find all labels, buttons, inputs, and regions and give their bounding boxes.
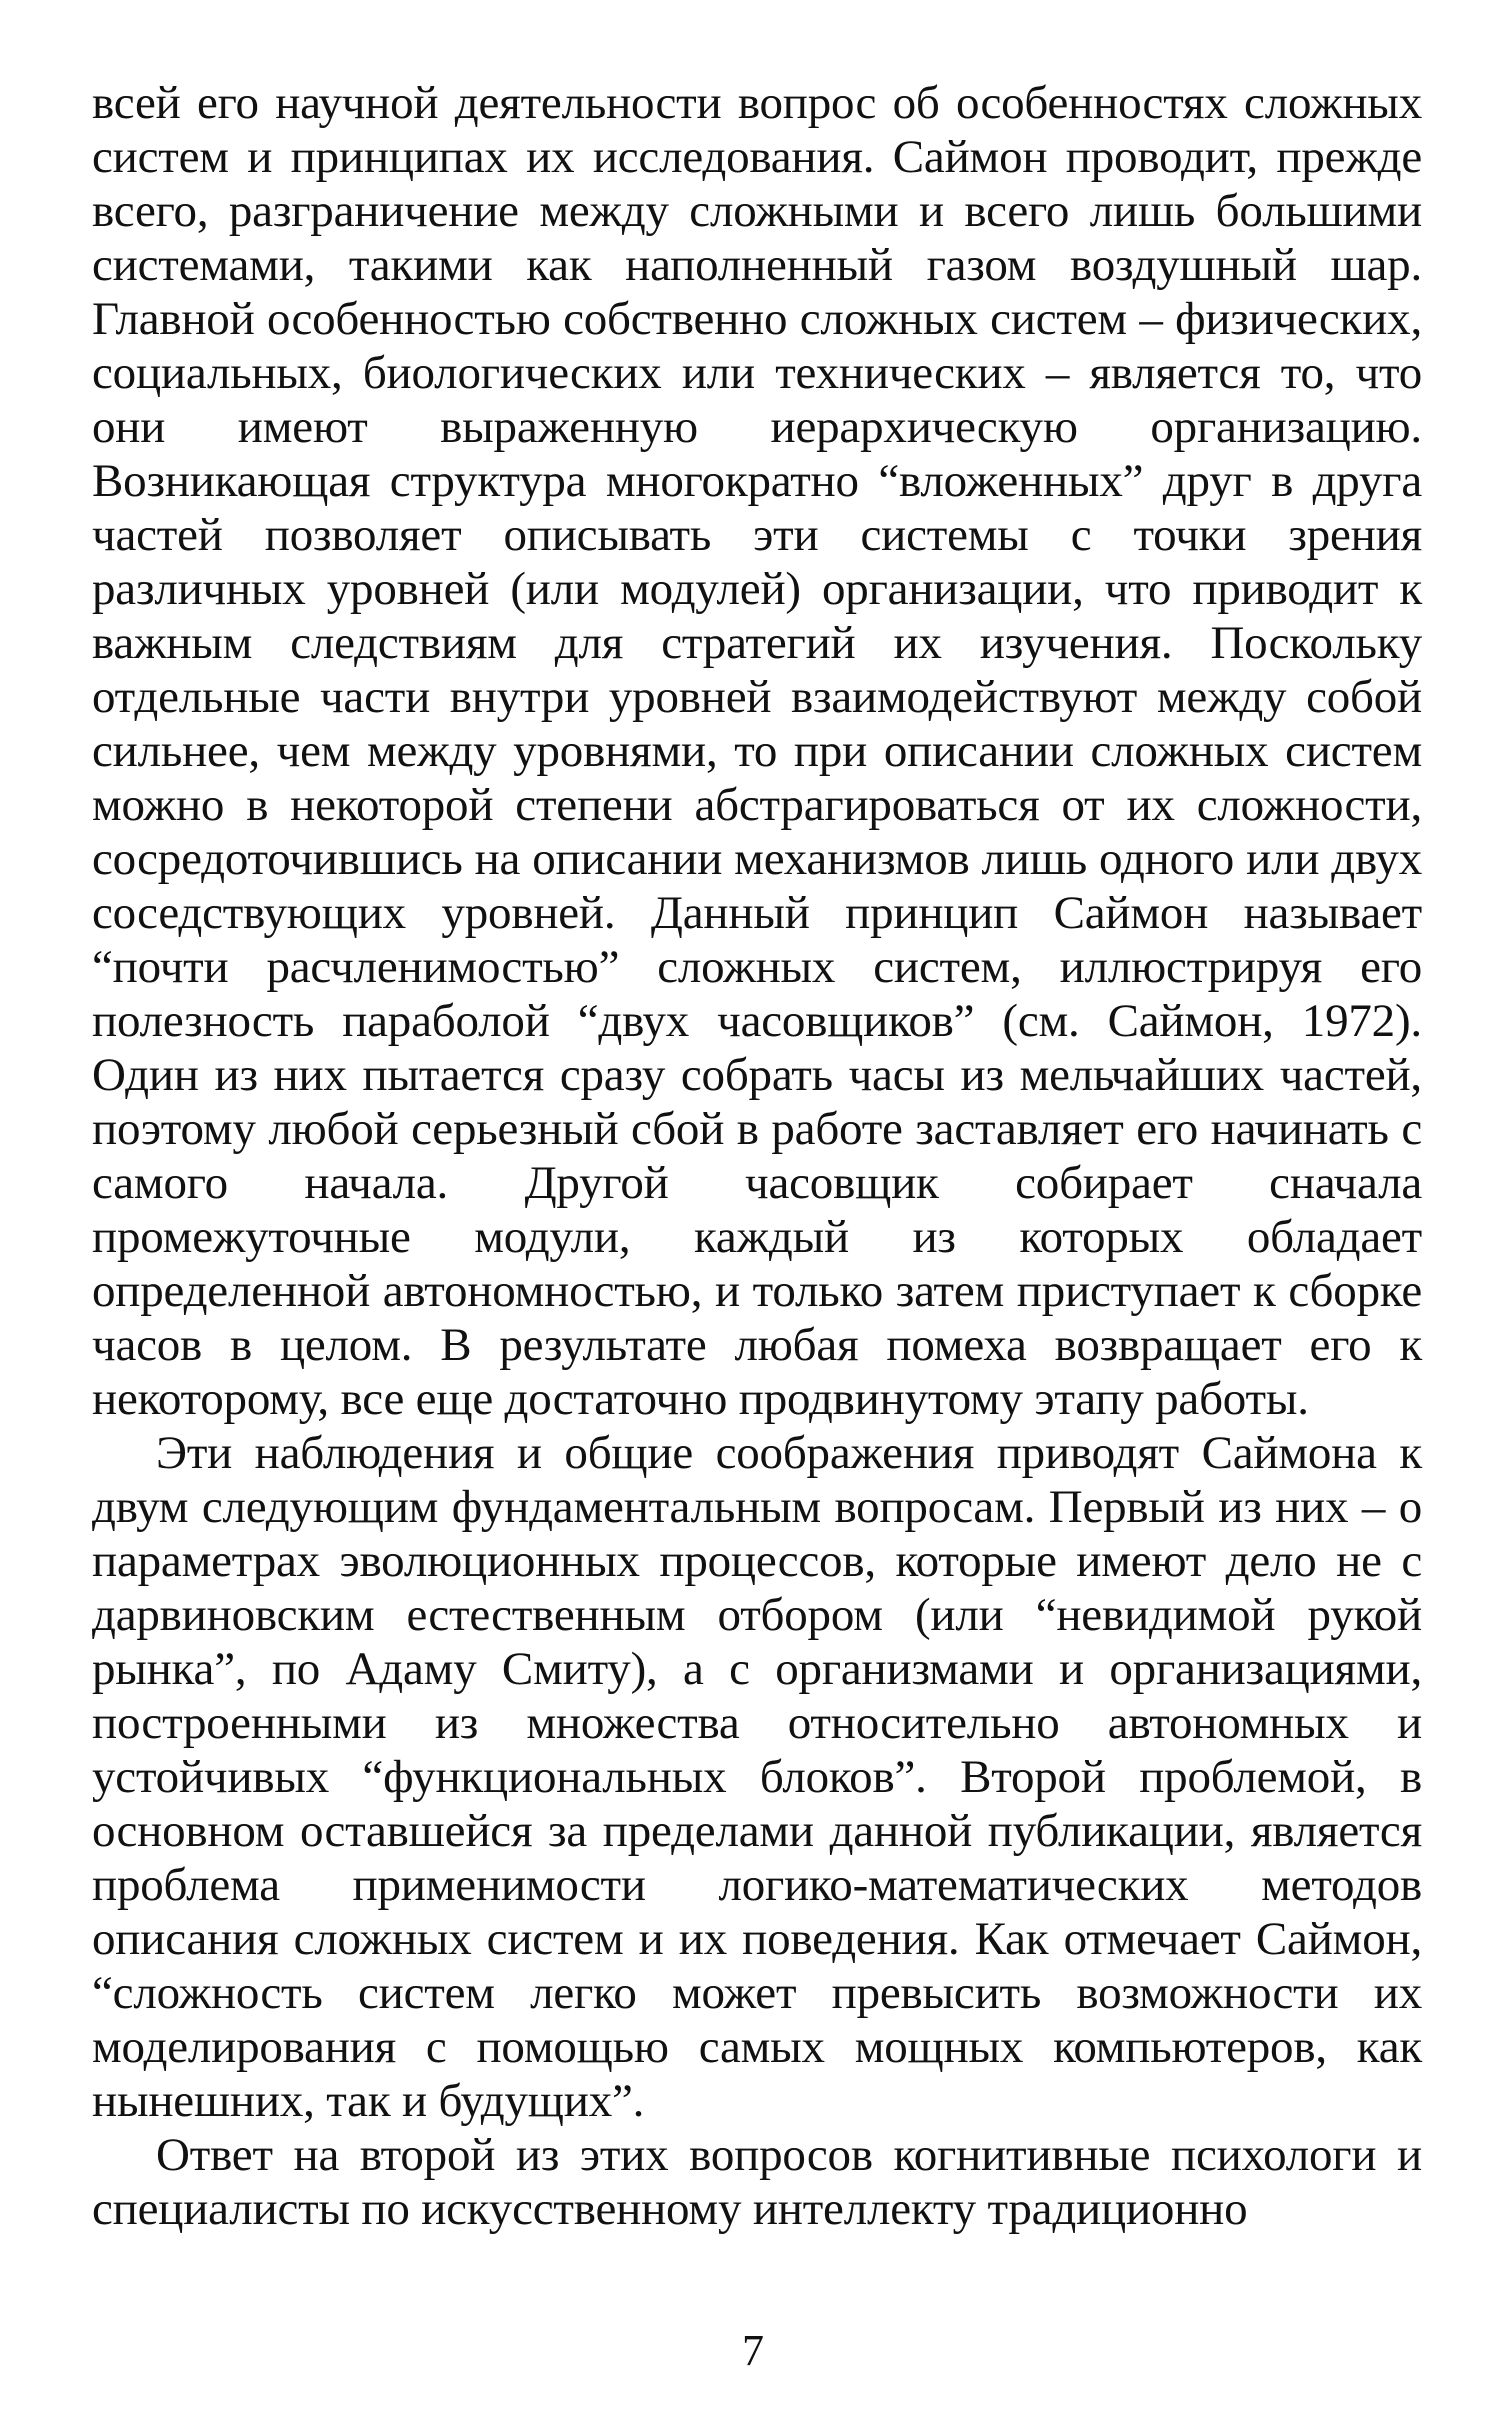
paragraph-1: всей его научной деятельности вопрос об особенностях сложных систем и принципах их исследования. Саймон проводит, прежде всего, разграничение между сложными и всего лишь большими системами, такими как наполненный газом воздушный шар. Главной особенностью собственно сложных систем – физических, социальных, биологических или технических – является то, что они имеют выраженную иерархическую организацию. Возникающая структура многократно “вложенных” друг в друга частей позволяет описывать эти системы с точки зрения различных уровней (или модулей) организации, что приводит к важным следствиям для стратегий их изучения. Поскольку отдельные части внутри уровней взаимодействуют между собой сильнее, чем между уровнями, то при описании сложных систем можно в некоторой степени абстрагироваться от их сложности, сосредоточившись на описании механизмов лишь одного или двух соседствующих уровней. Данный принцип Саймон называет “почти расчленимостью” сложных систем, иллюстрируя его полезность параболой “двух часовщиков” (см. Саймон, 1972). Один из них пытается сразу собрать часы из мельчайших частей, поэтому любой серьезный сбой в работе заставляет его начинать с самого начала. Другой часовщик собирает сначала промежуточные модули, каждый из которых обладает определенной автономностью, и только затем приступает к сборке часов в целом. В результате любая помеха возвращает его к некоторому, все еще достаточно продвинутому этапу работы. xyxy=(92,77,1422,1425)
page-number: 7 xyxy=(742,2326,764,2375)
paragraph-3: Ответ на второй из этих вопросов когнитивные психологи и специалисты по искусственному интеллекту традиционно xyxy=(92,2129,1422,2235)
page-body xyxy=(92,76,1422,2236)
paragraph-2: Эти наблюдения и общие соображения приводят Саймона к двум следующим фундаментальным вопросам. Первый из них – о параметрах эволюционных процессов, которые имеют дело не с дарвиновским естественным отбором (или “невидимой рукой рынка”, по Адаму Смиту), а с организмами и организациями, построенными из множества относительно автономных и устойчивых “функциональных блоков”. Второй проблемой, в основном оставшейся за пределами данной публикации, является проблема применимости логико-математических методов описания сложных систем и их поведения. Как отмечает Саймон, “сложность систем легко может превысить возможности их моделирования с помощью самых мощных компьютеров, как нынешних, так и будущих”. xyxy=(92,1427,1422,2127)
